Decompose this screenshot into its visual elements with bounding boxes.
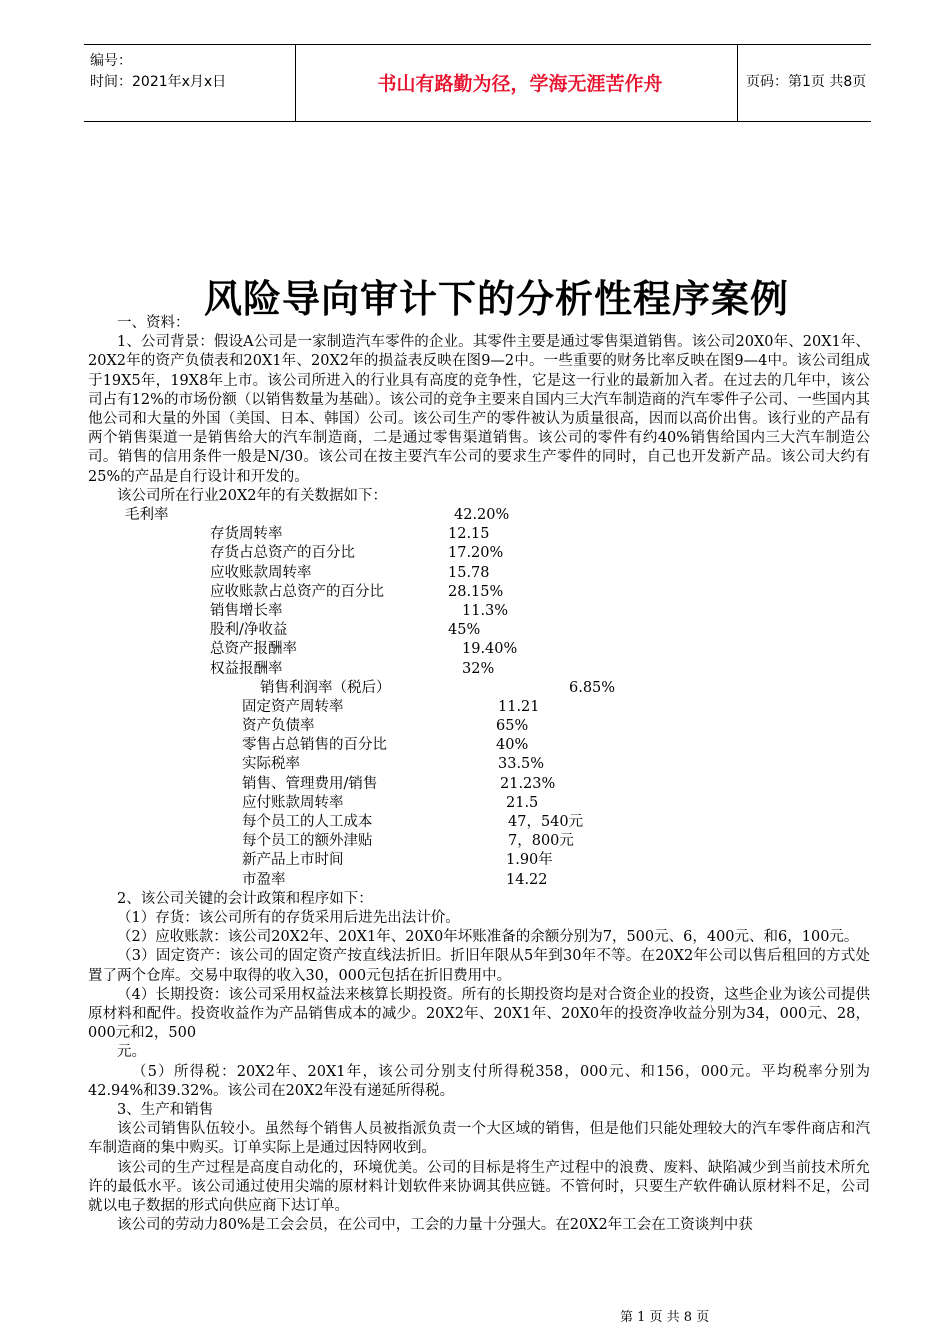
ratio-row [88, 660, 870, 679]
ratio-value: 1.90年 [506, 852, 553, 869]
policy-inventory: （1）存货：该公司所有的存货采用后进先出法计价。 [117, 909, 460, 926]
section1-heading: 一、资料： [117, 315, 190, 331]
page-header [84, 44, 871, 122]
ratio-value: 12.15 [448, 526, 490, 543]
ratio-label: 实际税率 [242, 756, 300, 773]
production-paragraph-2: 该公司的生产过程是高度自动化的，环境优美。公司的目标是将生产过程中的浪费、废料、缺陷减少到当前技术所允许的最低水平。该公司通过使用尖端的原材料计划软件来协调其供应链。不管何时，只要生产软件确认原材料不足，公司就以电子数据的形式向供应商下达订单。 [88, 1159, 870, 1215]
ratio-value: 21.23% [500, 775, 556, 792]
policies-heading: 2、该公司关键的会计政策和程序如下： [117, 890, 373, 907]
ratio-row [88, 506, 870, 525]
policy-receivables: （2）应收账款：该公司20X2年、20X1年、20X0年坏账准备的余额分别为7，500元、6，400元、和6，100元。 [117, 929, 859, 946]
background-paragraph: 1、公司背景：假设A公司是一家制造汽车零件的企业。其零件主要是通过零售渠道销售。该公司20X0年、20X1年、20X2年的资产负债表和20X1年、20X2年的损益表反映在图9—2中。一些重要的财务比率反映在图9—4中。该公司组成于19X5年，19X8年上市。该公司所进入的行业具有高度的竞争性，它是这一行业的最新加入者。在过去的几年中，该公司占有12%的市场份额（以销售数量为基础）。该公司的竞争主要来自国内三大汽车制造商的汽车零件子公司、一些国内其他公司和大量的外国（美国、日本、韩国）公司。该公司生产的零件被认为质量很高，因而以高价出售。该行业的产品有两个销售渠道一是销售给大的汽车制造商，二是通过零售渠道销售。该公司的零件有约40%销售给国内三大汽车制造公司。销售的信用条件一般是N/30。该公司在按主要汽车公司的要求生产零件的同时，自己也开发新产品。该公司大约有25%的产品是自行设计和开发的。 [88, 334, 870, 485]
ratio-label: 存货周转率 [210, 526, 283, 543]
ratio-value: 7，800元 [508, 833, 574, 850]
ratio-row [88, 621, 870, 640]
ratio-row [88, 755, 870, 774]
ratio-value: 6.85% [569, 679, 616, 696]
policy-fixed-assets: （3）固定资产：该公司的固定资产按直线法折旧。折旧年限从5年到30年不等。在20X2年公司以售后租回的方式处置了两个仓库。交易中取得的收入30，000元包括在折旧费用中。 [88, 948, 870, 984]
ratio-value: 14.22 [506, 871, 548, 888]
ratio-label: 总资产报酬率 [210, 641, 297, 658]
header-meta [90, 51, 226, 93]
ratio-value: 45% [448, 622, 481, 639]
document-body [88, 314, 870, 1235]
ratio-row [88, 813, 870, 832]
ratio-label: 销售增长率 [210, 602, 283, 619]
ratio-label: 应收账款占总资产的百分比 [210, 583, 384, 600]
ratio-label: 股利/净收益 [210, 622, 288, 639]
header-divider-left [295, 45, 296, 121]
ratio-label: 应付账款周转率 [242, 794, 344, 811]
industry-intro: 该公司所在行业20X2年的有关数据如下： [117, 487, 387, 504]
ratio-value: 15.78 [448, 564, 490, 581]
ratio-value: 17.20% [448, 545, 504, 562]
ratio-value: 19.40% [462, 641, 518, 658]
ratio-value: 42.20% [454, 507, 510, 524]
ratio-value: 21.5 [506, 794, 539, 811]
ratio-value: 65% [496, 718, 529, 735]
ratio-value: 40% [496, 737, 529, 754]
production-heading: 3、生产和销售 [117, 1102, 214, 1119]
ratio-value: 33.5% [498, 756, 545, 773]
page-footer: 第 1 页 共 8 页 [620, 1310, 710, 1325]
ratio-label: 固定资产周转率 [242, 698, 344, 715]
ratio-value: 11.21 [498, 698, 540, 715]
ratio-row [88, 775, 870, 794]
ratio-label: 市盈率 [242, 871, 286, 888]
ratio-row [88, 602, 870, 621]
ratio-row [88, 717, 870, 736]
policy-investment-tail: 元。 [117, 1044, 146, 1061]
ratio-row [88, 832, 870, 851]
ratio-row [88, 794, 870, 813]
ratio-row [88, 698, 870, 717]
ratio-row [88, 679, 870, 698]
header-motto: 书山有路勤为径，学海无涯苦作舟 [377, 73, 663, 95]
ratio-row [88, 583, 870, 602]
ratio-label: 权益报酬率 [210, 660, 283, 677]
ratio-label: 存货占总资产的百分比 [210, 545, 355, 562]
ratio-label: 销售利润率（税后） [260, 679, 391, 696]
industry-ratios-list [88, 506, 870, 890]
ratio-row [88, 525, 870, 544]
header-divider-right [737, 45, 738, 121]
ratio-value: 32% [462, 660, 495, 677]
ratio-value: 11.3% [462, 602, 509, 619]
ratio-row [88, 851, 870, 870]
ratio-label: 毛利率 [125, 507, 169, 524]
ratio-label: 新产品上市时间 [242, 852, 344, 869]
ratio-row [88, 640, 870, 659]
ratio-label: 零售占总销售的百分比 [242, 737, 387, 754]
ratio-row [88, 564, 870, 583]
ratio-value: 47，540元 [508, 814, 584, 831]
ratio-row [88, 544, 870, 563]
production-paragraph-1: 该公司销售队伍较小。虽然每个销售人员被指派负责一个大区域的销售，但是他们只能处理较大的汽车零件商店和汽车制造商的集中购买。订单实际上是通过因特网收到。 [88, 1121, 870, 1157]
ratio-row [88, 871, 870, 890]
header-page-info: 页码：第1页 共8页 [746, 74, 867, 90]
production-paragraph-3: 该公司的劳动力80%是工会会员，在公司中，工会的力量十分强大。在20X2年工会在工资谈判中获 [117, 1217, 753, 1234]
ratio-label: 每个员工的额外津贴 [242, 833, 373, 850]
header-number-label: 编号： [90, 53, 132, 69]
ratio-label: 资产负债率 [242, 718, 315, 735]
ratio-label: 每个员工的人工成本 [242, 814, 373, 831]
ratio-label: 销售、管理费用/销售 [242, 775, 378, 792]
header-time-label: 时间：2021年x月x日 [90, 74, 227, 90]
policy-tax: （5）所得税：20X2年、20X1年，该公司分别支付所得税358，000元、和156，000元。平均税率分别为42.94%和39.32%。该公司在20X2年没有递延所得税。 [88, 1063, 870, 1099]
document-title: 风险导向审计下的分析性程序案例 [204, 277, 790, 321]
policy-investment: （4）长期投资：该公司采用权益法来核算长期投资。所有的长期投资均是对合资企业的投资，这些企业为该公司提供原材料和配件。投资收益作为产品销售成本的减少。20X2年、20X1年、20X0年的投资净收益分别为34，000元、28，000元和2，500 [88, 986, 870, 1042]
ratio-row [88, 736, 870, 755]
ratio-label: 应收账款周转率 [210, 564, 312, 581]
ratio-value: 28.15% [448, 583, 504, 600]
